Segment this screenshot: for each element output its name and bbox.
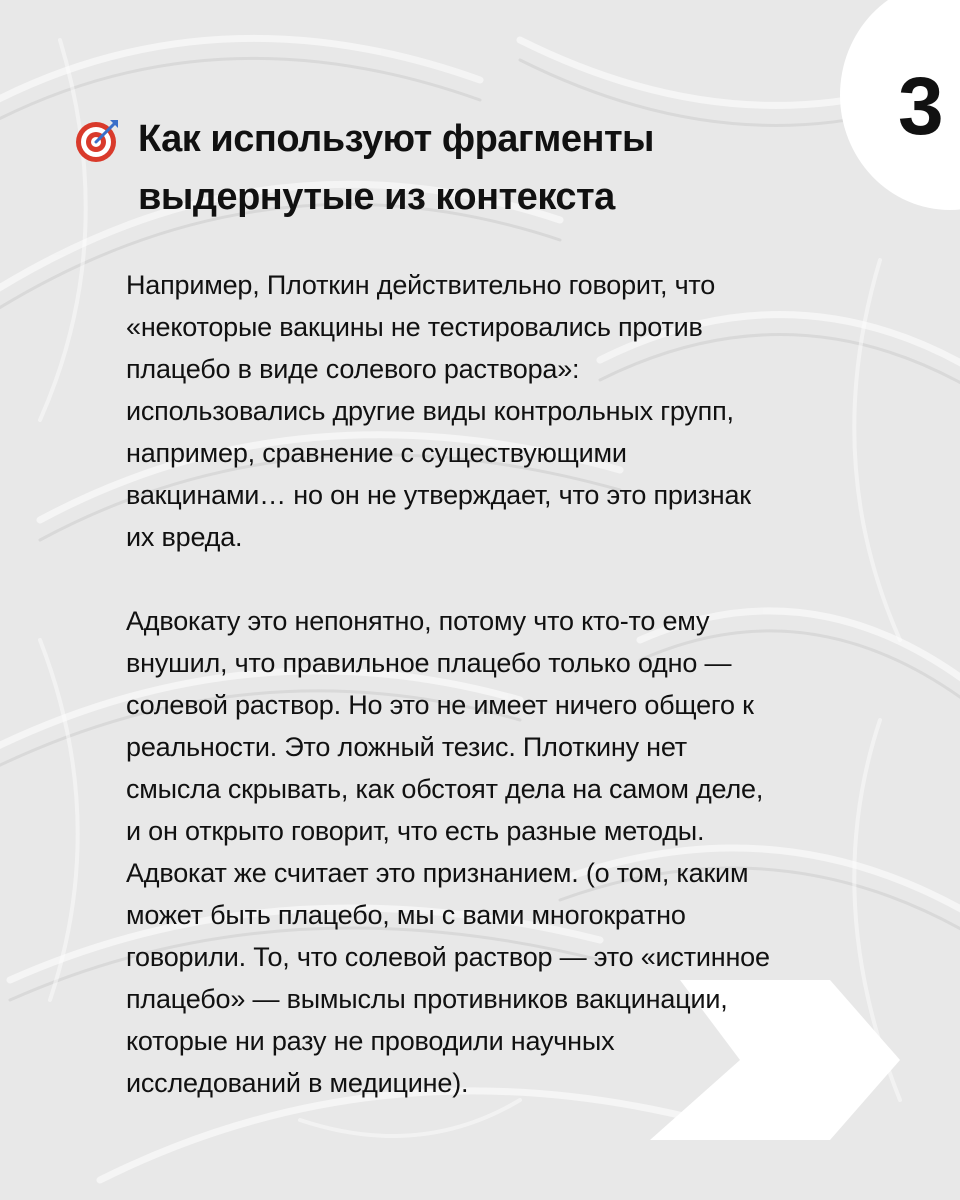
paragraph-line: реальности. Это ложный тезис. Плоткину нет xyxy=(126,732,687,762)
paragraph-2 xyxy=(126,600,906,1104)
body-text xyxy=(126,264,906,1104)
direct-hit-target-icon xyxy=(74,116,122,164)
paragraph-line: например, сравнение с существующими xyxy=(126,438,627,468)
paragraph-line: внушил, что правильное плацебо только одно — xyxy=(126,648,732,678)
paragraph-line: и он открыто говорит, что есть разные методы. xyxy=(126,816,705,846)
paragraph-line: Адвокату это непонятно, потому что кто-то ему xyxy=(126,606,710,636)
paragraph-line: использовались другие виды контрольных групп, xyxy=(126,396,734,426)
paragraph-line: смысла скрывать, как обстоят дела на самом деле, xyxy=(126,774,764,804)
paragraph-line: говорили. То, что солевой раствор — это «истинное xyxy=(126,942,770,972)
paragraph-line: Например, Плоткин действительно говорит, что xyxy=(126,270,716,300)
paragraph-1 xyxy=(126,264,906,558)
title-line: выдернутые из контекста xyxy=(138,176,615,218)
paragraph-line: которые ни разу не проводили научных xyxy=(126,1026,615,1056)
paragraph-line: плацебо» — вымыслы противников вакцинации, xyxy=(126,984,728,1014)
title-row xyxy=(74,110,778,226)
page-number: 3 xyxy=(898,61,944,152)
title-line: Как используют фрагменты xyxy=(138,118,655,160)
slide-title xyxy=(138,110,778,226)
paragraph-line: плацебо в виде солевого раствора»: xyxy=(126,354,580,384)
paragraph-line: исследований в медицине). xyxy=(126,1068,469,1098)
paragraph-line: «некоторые вакцины не тестировались против xyxy=(126,312,703,342)
paragraph-line: их вреда. xyxy=(126,522,243,552)
paragraph-line: Адвокат же считает это признанием. (о том, каким xyxy=(126,858,749,888)
paragraph-line: может быть плацебо, мы с вами многократно xyxy=(126,900,686,930)
paragraph-line: вакцинами… но он не утверждает, что это признак xyxy=(126,480,751,510)
paragraph-line: солевой раствор. Но это не имеет ничего общего к xyxy=(126,690,754,720)
